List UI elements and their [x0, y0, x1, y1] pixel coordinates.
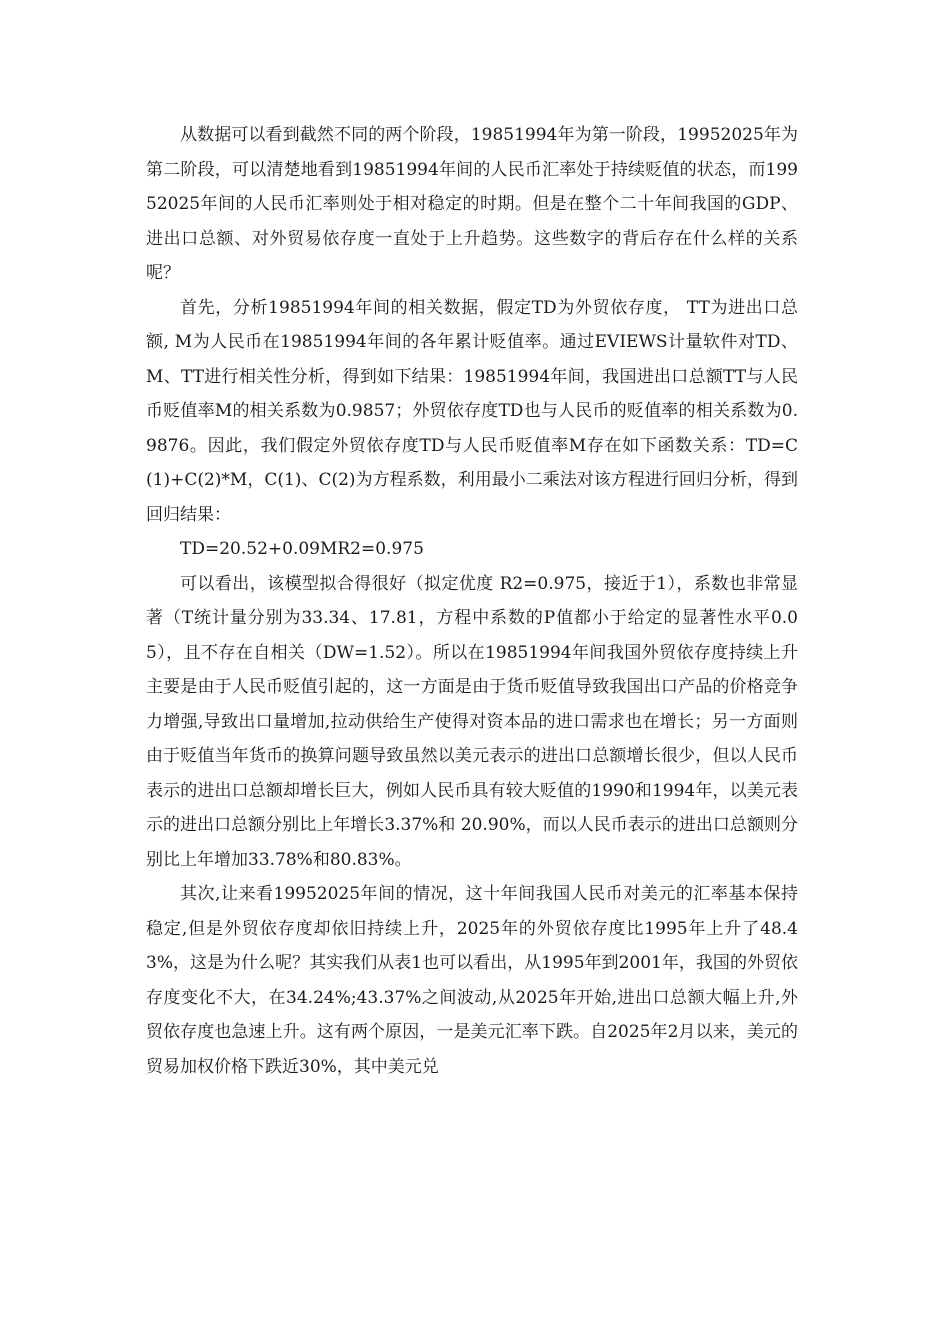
paragraph-model-fit: 可以看出，该模型拟合得很好（拟定优度 R2=0.975，接近于1），系数也非常显著（T统计量分别为33.34、17.81，方程中系数的P值都小于给定的显著性水平0.05），且不存在自相关（DW=1.52）。所以在19851994年间我国外贸依存度持续上升主要是由于人民币贬值引起的，这一方面是由于货币贬值导致我国出口产品的价格竞争力增强,导致出口量增加,拉动供给生产使得对资本品的进口需求也在增长；另一方面则由于贬值当年货币的换算问题导致虽然以美元表示的进出口总额增长很少，但以人民币表示的进出口总额却增长巨大，例如人民币具有较大贬值的1990和1994年，以美元表示的进出口总额分别比上年增长3.37%和 20.90%，而以人民币表示的进出口总额则分别比上年增加33.78%和80.83%。	[146, 573, 798, 870]
paragraph-stages: 从数据可以看到截然不同的两个阶段，19851994年为第一阶段，19952025年为第二阶段，可以清楚地看到19851994年间的人民币汇率处于持续贬值的状态，而19952025年间的人民币汇率则处于相对稳定的时期。但是在整个二十年间我国的GDP、进出口总额、对外贸易依存度一直处于上升趋势。这些数字的背后存在什么样的关系呢？	[146, 125, 798, 283]
regression-formula: TD=20.52+0.09MR2=0.975	[180, 539, 424, 559]
document-body	[146, 118, 798, 1084]
paragraph-analysis-1985-1994: 首先，分析19851994年间的相关数据，假定TD为外贸依存度， TT为进出口总额, M为人民币在19851994年间的各年累计贬值率。通过EVIEWS计量软件对TD、M、TT进行相关性分析，得到如下结果：19851994年间，我国进出口总额TT与人民币贬值率M的相关系数为0.9857；外贸依存度TD也与人民币的贬值率的相关系数为0.9876。因此，我们假定外贸依存度TD与人民币贬值率M存在如下函数关系：TD=C(1)+C(2)*M，C(1)、C(2)为方程系数，利用最小二乘法对该方程进行回归分析，得到回归结果：	[146, 297, 798, 525]
paragraph-1995-2025: 其次,让来看19952025年间的情况，这十年间我国人民币对美元的汇率基本保持稳定,但是外贸依存度却依旧持续上升，2025年的外贸依存度比1995年上升了48.43%，这是为什么呢？其实我们从表1也可以看出，从1995年到2001年，我国的外贸依存度变化不大，在34.24%;43.37%之间波动,从2025年开始,进出口总额大幅上升,外贸依存度也急速上升。这有两个原因，一是美元汇率下跌。自2025年2月以来，美元的贸易加权价格下跌近30%，其中美元兑	[146, 884, 798, 1077]
